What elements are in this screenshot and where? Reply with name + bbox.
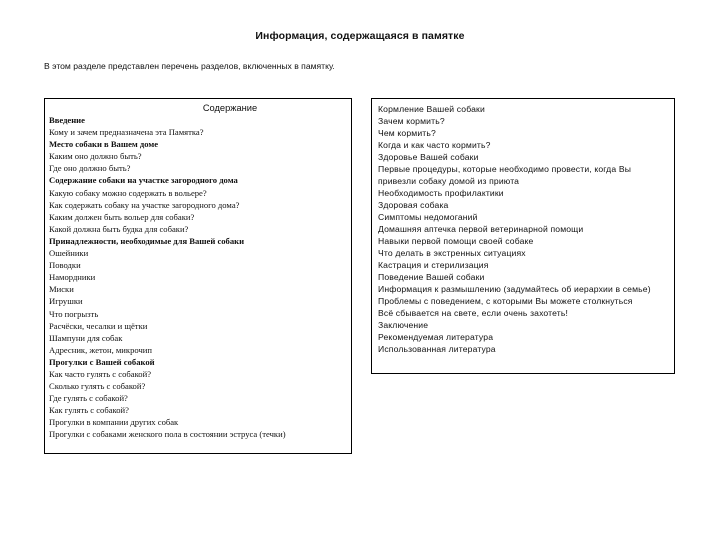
list-item: Поводки [49,260,81,271]
list-item: Ошейники [49,248,89,259]
section-heading: Введение [49,115,85,125]
contents-list-right [378,103,674,355]
section-heading: Прогулки с Вашей собакой [49,356,155,367]
list-item: Как содержать собаку на участке загородного дома? [49,199,240,210]
page-title: Информация, содержащаяся в памятке [255,30,465,42]
list-item: Намордники [49,272,96,283]
contents-box-left [44,98,352,454]
list-item: Сколько гулять с собакой? [49,381,146,392]
list-item: Каким оно должно быть? [49,151,142,162]
section-heading: Содержание собаки на участке загородного дома [49,175,238,186]
list-item: Миски [49,284,74,295]
list-item: Каким должен быть вольер для собаки? [49,211,195,222]
list-item: Прогулки с собаками женского пола в состоянии эструса (течки) [49,429,286,440]
list-item: Где оно должно быть? [49,163,131,174]
list-item: Поведение Вашей собаки [378,272,485,282]
list-item: Здоровая собака [378,200,449,210]
section-heading: Место собаки в Вашем доме [49,139,159,150]
list-item: Рекомендуемая литература [378,332,494,342]
list-item: Прогулки в компании других собак [49,417,179,428]
contents-box-right [371,98,675,374]
list-item: Что делать в экстренных ситуациях [378,248,526,258]
list-item: Зачем кормить? [378,116,445,126]
list-item: Навыки первой помощи своей собаке [378,236,534,246]
list-item: Здоровье Вашей собаки [378,152,479,162]
list-item: Как часто гулять с собакой? [49,368,152,379]
list-item: Игрушки [49,296,83,307]
list-item: Когда и как часто кормить? [378,140,491,150]
list-item: Симптомы недомоганий [378,212,478,222]
list-item: Кормление Вашей собаки [378,104,485,114]
list-item: Информация к размышлению (задумайтесь об иерархии в семье) [378,284,651,294]
list-item: Заключение [378,320,429,330]
list-item: Где гулять с собакой? [49,393,128,404]
section-heading: Принадлежности, необходимые для Вашей собаки [49,235,245,246]
list-item: Какой должна быть будка для собаки? [49,223,189,234]
list-item: Адресник, жетон, микрочип [49,344,152,355]
list-item: Необходимость профилактики [378,188,504,198]
list-item: Кому и зачем предназначена эта Памятка? [49,127,204,138]
list-item: Какую собаку можно содержать в вольере? [49,187,207,198]
list-item: Что погрызть [49,308,99,319]
list-item: Чем кормить? [378,128,436,138]
list-item: Шампуни для собак [49,332,123,343]
list-item: Кастрация и стерилизация [378,260,489,270]
contents-list-left [49,114,351,441]
list-item: Всё сбывается на свете, если очень захотеть! [378,308,569,318]
list-item: Первые процедуры, которые необходимо провести, когда Вы привезли собаку домой из приюта [378,164,632,186]
list-item: Использованная литература [378,344,496,354]
list-item: Как гулять с собакой? [49,405,129,416]
list-item: Проблемы с поведением, с которыми Вы можете столкнуться [378,296,633,306]
list-item: Расчёски, чесалки и щётки [49,320,148,331]
contents-heading: Содержание [202,103,258,113]
list-item: Домашняя аптечка первой ветеринарной помощи [378,224,584,234]
intro-text: В этом разделе представлен перечень разделов, включенных в памятку. [44,61,335,71]
